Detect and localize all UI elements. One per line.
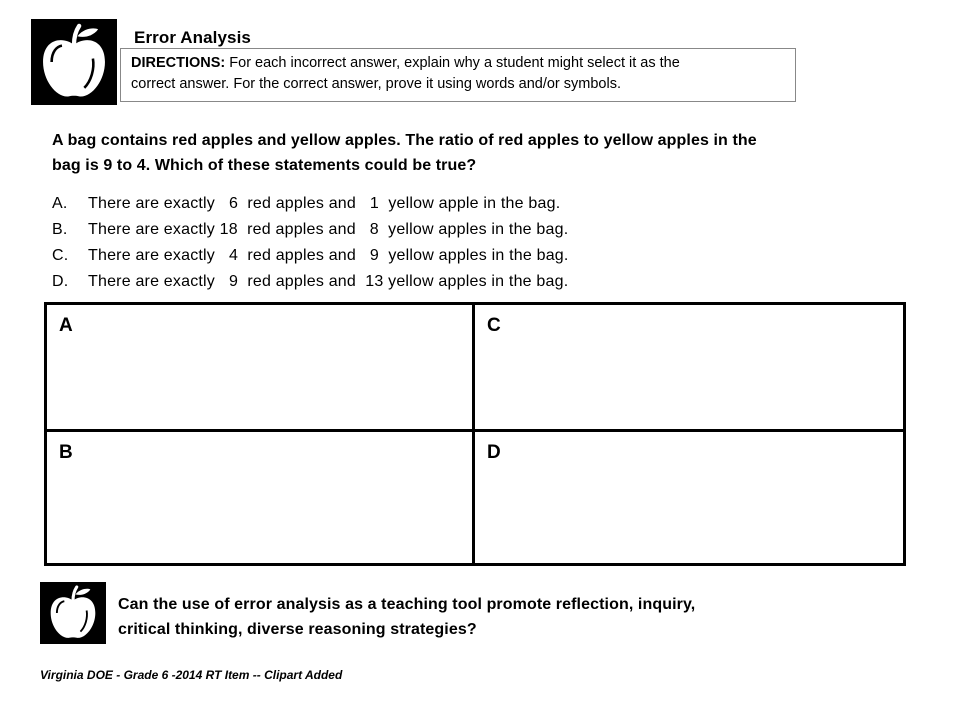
grid-cell-b[interactable] — [47, 432, 475, 563]
apple-logo-small-icon — [40, 582, 106, 644]
choice-b — [52, 217, 752, 243]
reflection-question — [118, 592, 818, 642]
choice-text: There are exactly 9 red apples and 13 yellow apples in the bag. — [88, 273, 569, 290]
grid-cell-label: B — [59, 442, 73, 463]
source-footer: Virginia DOE - Grade 6 -2014 RT Item -- Clipart Added — [40, 668, 343, 682]
reflection-line2: critical thinking, diverse reasoning strategies? — [118, 621, 477, 638]
apple-logo-icon — [31, 19, 117, 105]
choice-text: There are exactly 18 red apples and 8 yellow apples in the bag. — [88, 221, 569, 238]
directions-box — [120, 48, 796, 102]
choice-text: There are exactly 4 red apples and 9 yellow apples in the bag. — [88, 247, 569, 264]
choice-letter: D. — [52, 273, 69, 290]
choice-letter: C. — [52, 247, 69, 264]
grid-cell-a[interactable] — [47, 305, 475, 432]
choice-c — [52, 243, 752, 269]
grid-cell-label: D — [487, 442, 501, 463]
question-line2: bag is 9 to 4. Which of these statements could be true? — [52, 157, 477, 174]
question-line1: A bag contains red apples and yellow apples. The ratio of red apples to yellow apples in the — [52, 132, 757, 149]
choice-text: There are exactly 6 red apples and 1 yellow apple in the bag. — [88, 195, 561, 212]
choice-a — [52, 191, 752, 217]
question-text — [52, 128, 882, 178]
choice-letter: A. — [52, 195, 68, 212]
answer-choices — [52, 191, 752, 295]
reflection-line1: Can the use of error analysis as a teaching tool promote reflection, inquiry, — [118, 596, 696, 613]
answer-grid — [44, 302, 906, 566]
grid-cell-c[interactable] — [475, 305, 903, 432]
choice-d — [52, 269, 752, 295]
grid-cell-d[interactable] — [475, 432, 903, 563]
grid-cell-label: A — [59, 315, 73, 336]
directions-label: DIRECTIONS: — [131, 55, 226, 71]
choice-letter: B. — [52, 221, 68, 238]
grid-cell-label: C — [487, 315, 501, 336]
directions-text-line1: For each incorrect answer, explain why a student might select it as the — [225, 55, 680, 71]
page-title: Error Analysis — [134, 28, 251, 47]
directions-text-line2: correct answer. For the correct answer, prove it using words and/or symbols. — [131, 76, 621, 92]
